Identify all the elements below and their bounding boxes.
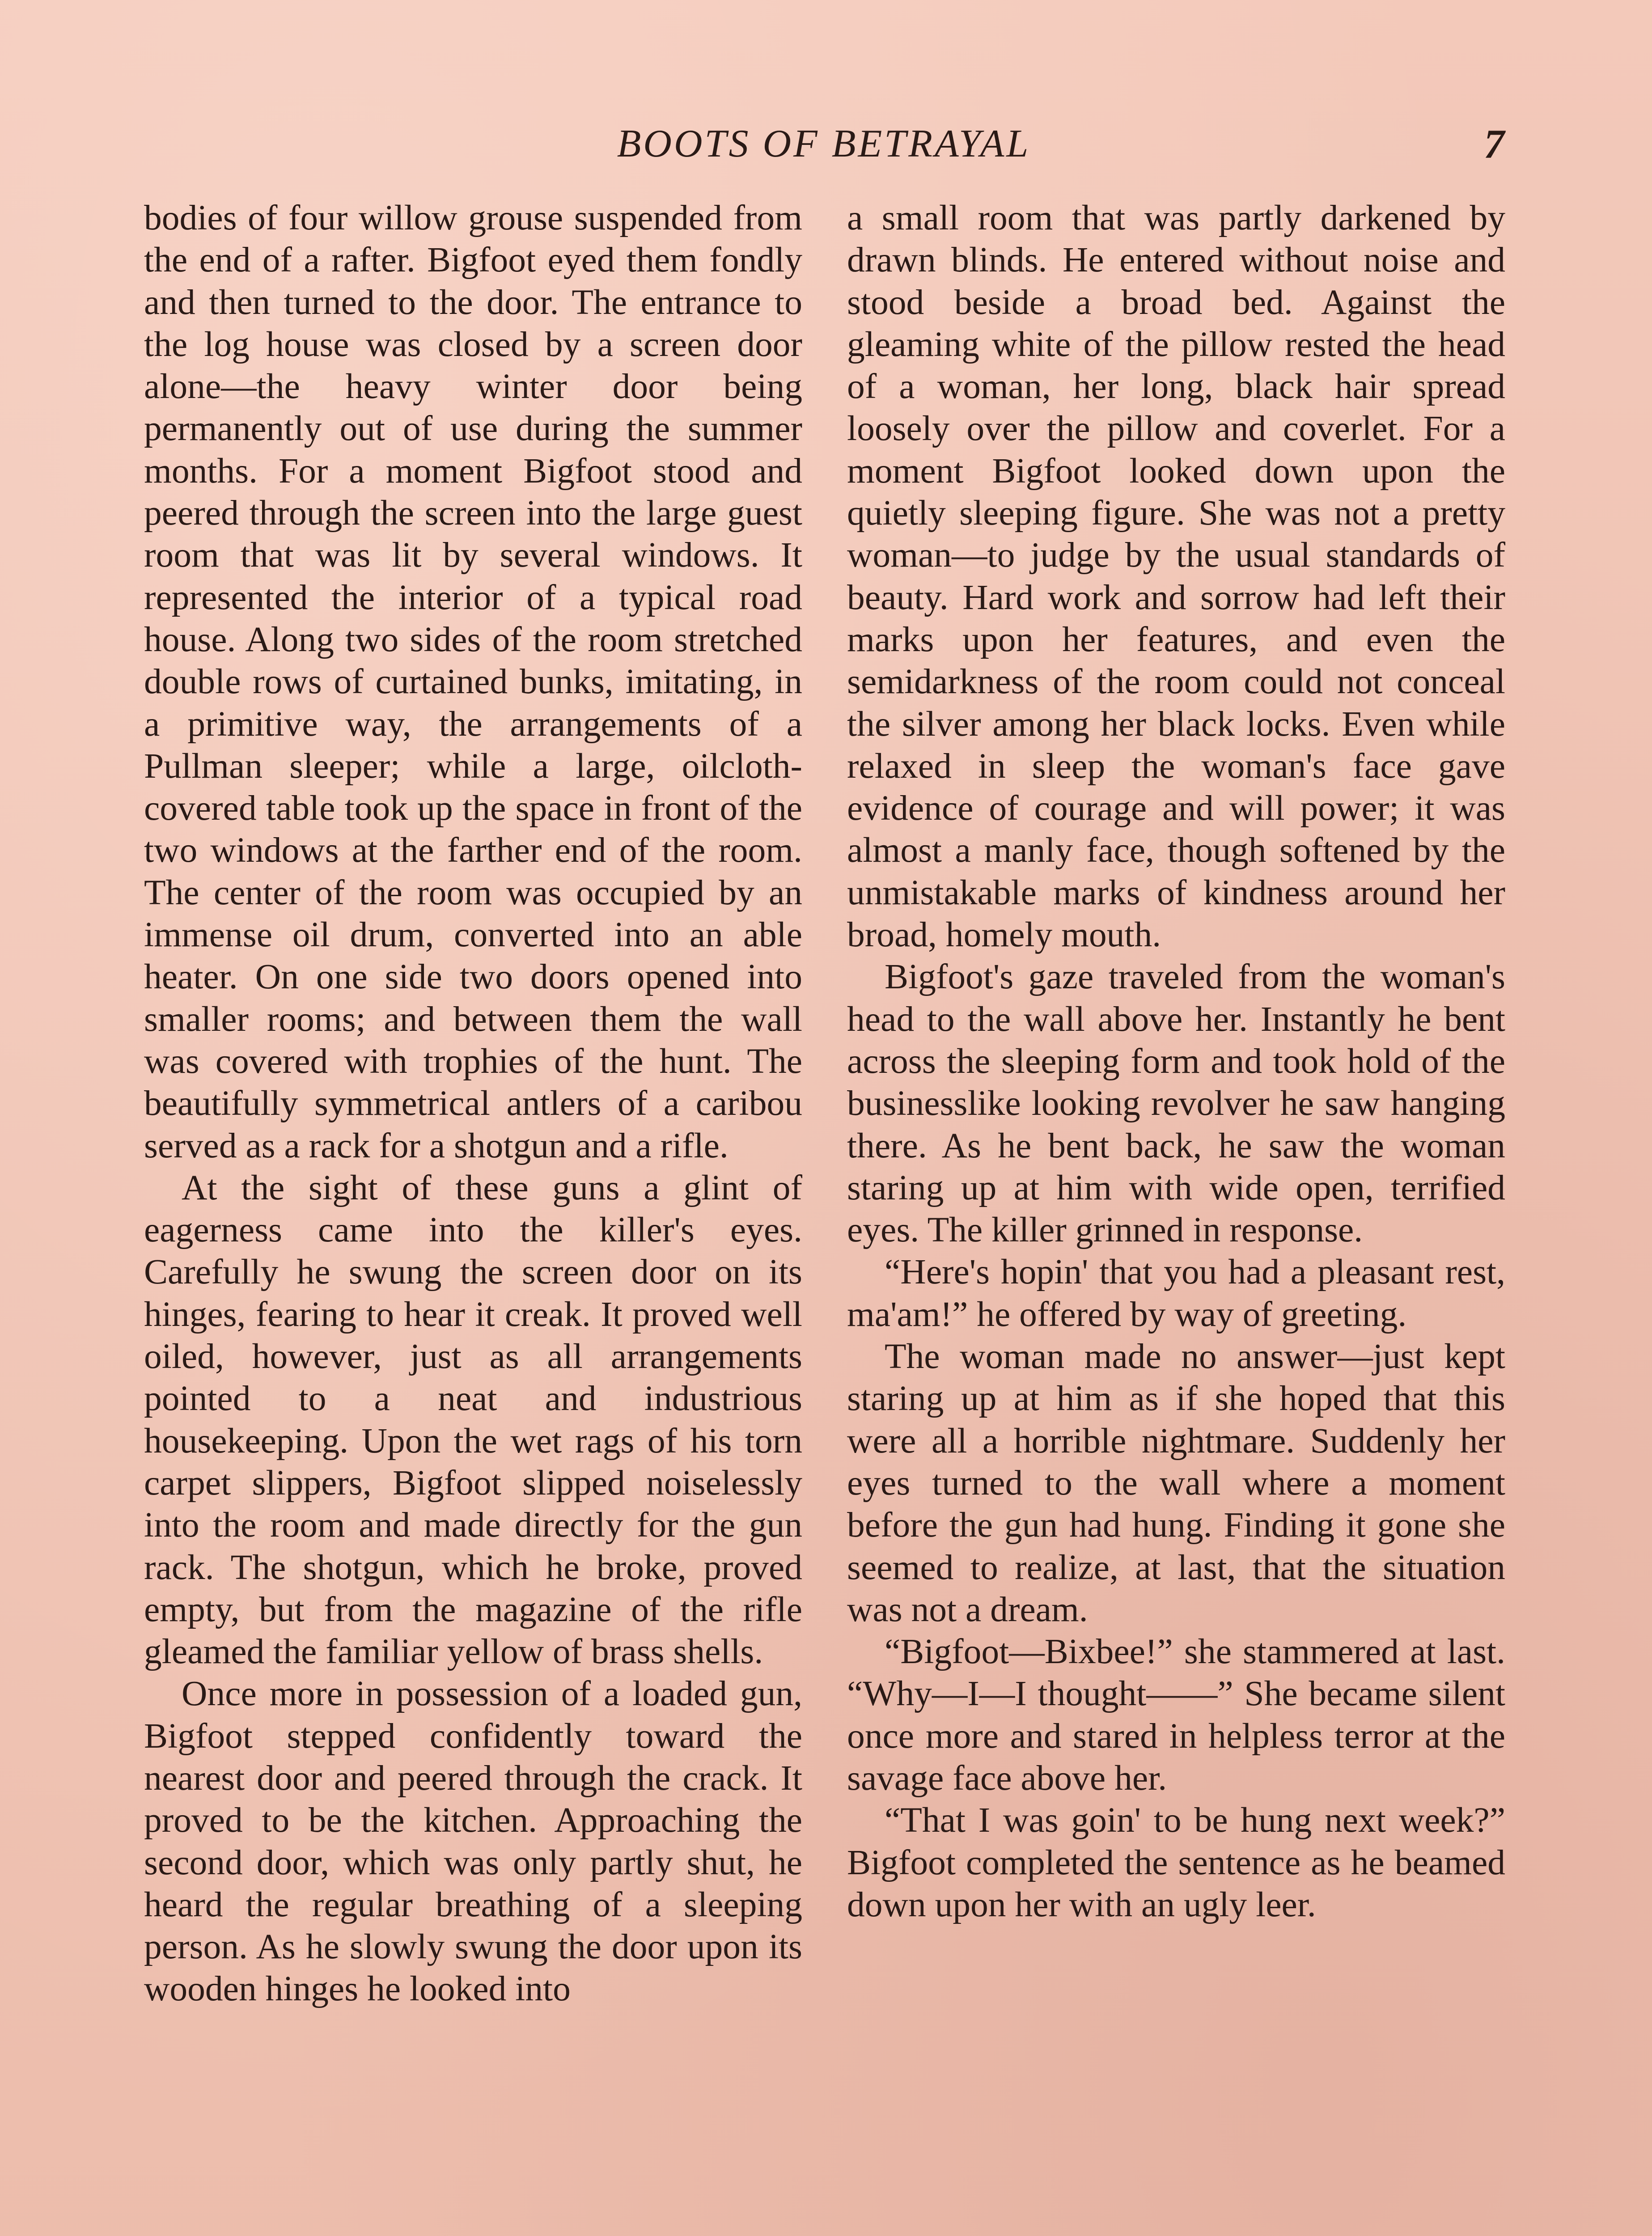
paragraph: Once more in possession of a loaded gun, Bigfoot stepped confidently toward the nearest door and peered through the crack. It proved to be the kitchen. Approaching the second door, which was only partly shut, he heard the regular breathing of a sleeping person. As he slowly swung the door upon its wooden hinges he looked into: [144, 1674, 802, 2009]
paragraph: “Here's hopin' that you had a pleasant rest, ma'am!” he offered by way of greeting.: [847, 1252, 1505, 1334]
left-column: [144, 197, 802, 2010]
page-number: 7: [1484, 121, 1504, 167]
paragraph: a small room that was partly darkened by drawn blinds. He entered without noise and stood beside a broad bed. Against the gleaming white of the pillow rested the head of a woman, her long, black hair spread loosely over the pillow and coverlet. For a moment Bigfoot looked down upon the quietly sleeping figure. She was not a pretty woman—to judge by the usual standards of beauty. Hard work and sorrow had left their marks upon her features, and even the semidarkness of the room could not conceal the silver among her black locks. Even while relaxed in sleep the woman's face gave evidence of courage and will power; it was almost a manly face, though softened by the unmistakable marks of kindness around her broad, homely mouth.: [847, 198, 1505, 955]
paragraph: At the sight of these guns a glint of eagerness came into the killer's eyes. Carefully he swung the screen door on its hinges, fearing to hear it creak. It proved well oiled, however, just as all arrangements pointed to a neat and industrious housekeeping. Upon the wet rags of his torn carpet slippers, Bigfoot slipped noiselessly into the room and made directly for the gun rack. The shotgun, which he broke, proved empty, but from the magazine of the rifle gleamed the familiar yellow of brass shells.: [144, 1168, 802, 1672]
running-title: BOOTS OF BETRAYAL: [617, 122, 1031, 165]
text-columns: [144, 197, 1505, 2236]
paragraph: “That I was goin' to be hung next week?” Bigfoot completed the sentence as he beamed down upon her with an ugly leer.: [847, 1800, 1505, 1924]
paragraph: The woman made no answer—just kept staring up at him as if she hoped that this were all a horrible nightmare. Suddenly her eyes turned to the wall where a moment before the gun had hung. Finding it gone she seemed to realize, at last, that the situation was not a dream.: [847, 1337, 1505, 1629]
page-header: [143, 117, 1504, 171]
paragraph: “Bigfoot—Bixbee!” she stammered at last. “Why—I—I thought——” She became silent once more and stared in helpless terror at the savage face above her.: [847, 1632, 1505, 1798]
paragraph: Bigfoot's gaze traveled from the woman's head to the wall above her. Instantly he bent across the sleeping form and took hold of the businesslike looking revolver he saw hanging there. As he bent back, he saw the woman staring up at him with wide open, terrified eyes. The killer grinned in response.: [847, 957, 1505, 1250]
paragraph: bodies of four willow grouse suspended from the end of a rafter. Bigfoot eyed them fondly and then turned to the door. The entrance to the log house was closed by a screen door alone—the heavy winter door being permanently out of use during the summer months. For a moment Bigfoot stood and peered through the screen into the large guest room that was lit by several windows. It represented the interior of a typical road house. Along two sides of the room stretched double rows of curtained bunks, imitating, in a primitive way, the arrangements of a Pullman sleeper; while a large, oilcloth-covered table took up the space in front of the two windows at the farther end of the room. The center of the room was occupied by an immense oil drum, converted into an able heater. On one side two doors opened into smaller rooms; and between them the wall was covered with trophies of the hunt. The beautifully symmetrical antlers of a caribou served as a rack for a shotgun and a rifle.: [144, 198, 802, 1165]
right-column: [847, 197, 1505, 1926]
